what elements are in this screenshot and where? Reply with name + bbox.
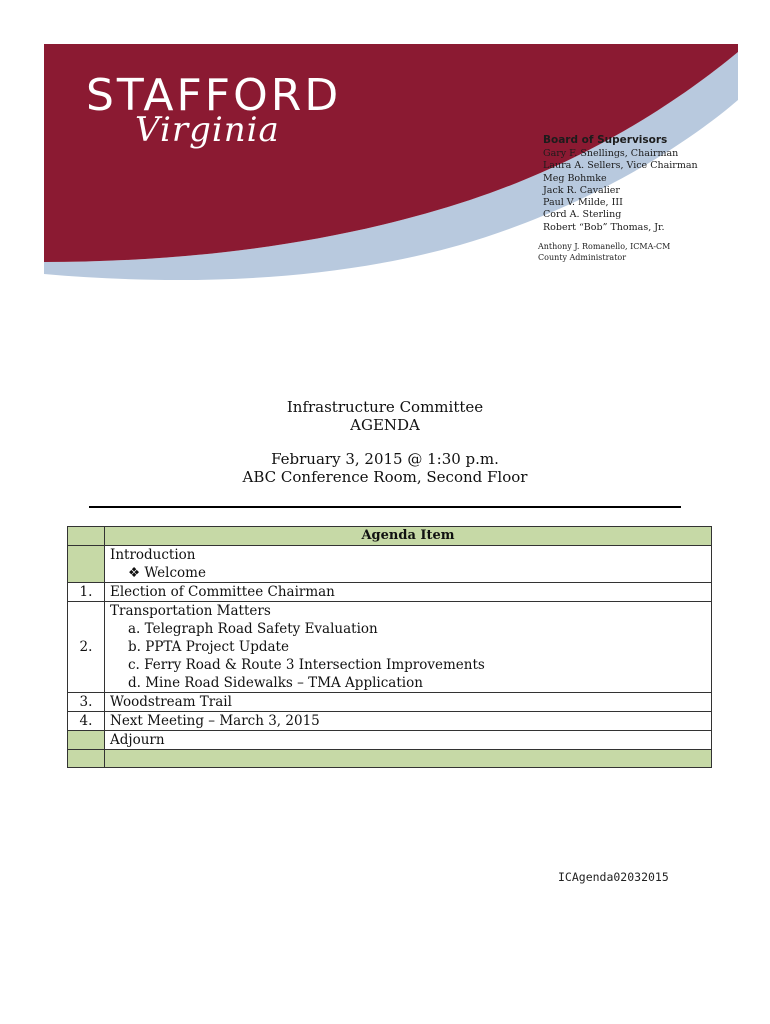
agenda-item-title: Introduction: [110, 547, 196, 563]
welcome-bullet: [110, 564, 706, 582]
agenda-item-cell: [105, 602, 712, 693]
footer-cell: [105, 750, 712, 768]
board-title: Board of Supervisors: [543, 134, 668, 146]
bullet-text: Welcome: [144, 565, 206, 581]
agenda-item-title: Election of Committee Chairman: [105, 583, 712, 602]
board-member-list: [543, 148, 698, 234]
logo-stafford: STAFFORD: [86, 70, 342, 121]
row-number: 2.: [68, 602, 105, 693]
sub-item: [110, 656, 706, 674]
board-member: Gary F. Snellings, Chairman: [543, 148, 679, 159]
sub-item-text: Ferry Road & Route 3 Intersection Improvements: [144, 657, 485, 673]
document-type: AGENDA: [350, 416, 420, 434]
sub-item: [110, 638, 706, 656]
table-footer-row: [68, 750, 712, 768]
footer-num-cell: [68, 750, 105, 768]
agenda-item-title: Next Meeting – March 3, 2015: [105, 712, 712, 731]
committee-heading: [0, 398, 770, 434]
table-header-row: [68, 527, 712, 546]
agenda-item-title: Adjourn: [105, 731, 712, 750]
table-row: [68, 602, 712, 693]
agenda-item-title: Woodstream Trail: [105, 693, 712, 712]
diamond-bullet-icon: ❖: [128, 565, 141, 581]
table-row: [68, 546, 712, 583]
county-administrator: [538, 241, 670, 263]
sub-item-text: PPTA Project Update: [145, 639, 289, 655]
table-row: [68, 583, 712, 602]
agenda-item-title: Transportation Matters: [110, 603, 271, 619]
board-of-supervisors: [543, 134, 698, 234]
sub-item: [110, 674, 706, 692]
sub-item: [110, 620, 706, 638]
row-number-cell: [68, 546, 105, 583]
board-member: Robert “Bob” Thomas, Jr.: [543, 221, 665, 233]
row-number: 3.: [68, 693, 105, 712]
sub-item-letter: b.: [128, 639, 141, 655]
meeting-details: [0, 450, 770, 486]
committee-name: Infrastructure Committee: [286, 398, 484, 416]
board-member: Laura A. Sellers, Vice Chairman: [543, 160, 698, 172]
board-member: Cord A. Sterling: [543, 209, 622, 221]
table-row: [68, 693, 712, 712]
sub-item-letter: d.: [128, 675, 141, 691]
administrator-name: Anthony J. Romanello, ICMA-CM: [538, 242, 671, 251]
board-member: Meg Bohmke: [543, 172, 607, 184]
document-id: ICAgenda02032015: [558, 870, 669, 884]
agenda-table: [67, 526, 712, 768]
table-row: [68, 731, 712, 750]
column-header: Agenda Item: [105, 527, 712, 546]
table-row: [68, 712, 712, 731]
divider-rule: [89, 506, 681, 508]
sub-item-text: Telegraph Road Safety Evaluation: [144, 621, 378, 637]
logo-virginia: Virginia: [135, 110, 280, 150]
row-number: 1.: [68, 583, 105, 602]
board-member: Jack R. Cavalier: [543, 184, 620, 196]
row-number-cell: [68, 731, 105, 750]
sub-item-text: Mine Road Sidewalks – TMA Application: [145, 675, 423, 691]
administrator-title: County Administrator: [538, 253, 627, 262]
board-member: Paul V. Milde, III: [543, 197, 623, 209]
meeting-date-time: February 3, 2015 @ 1:30 p.m.: [271, 450, 499, 468]
sub-item-letter: c.: [128, 657, 140, 673]
row-number: 4.: [68, 712, 105, 731]
meeting-location: ABC Conference Room, Second Floor: [242, 468, 528, 486]
agenda-item-cell: [105, 546, 712, 583]
sub-item-letter: a.: [128, 621, 141, 637]
header-num-cell: [68, 527, 105, 546]
